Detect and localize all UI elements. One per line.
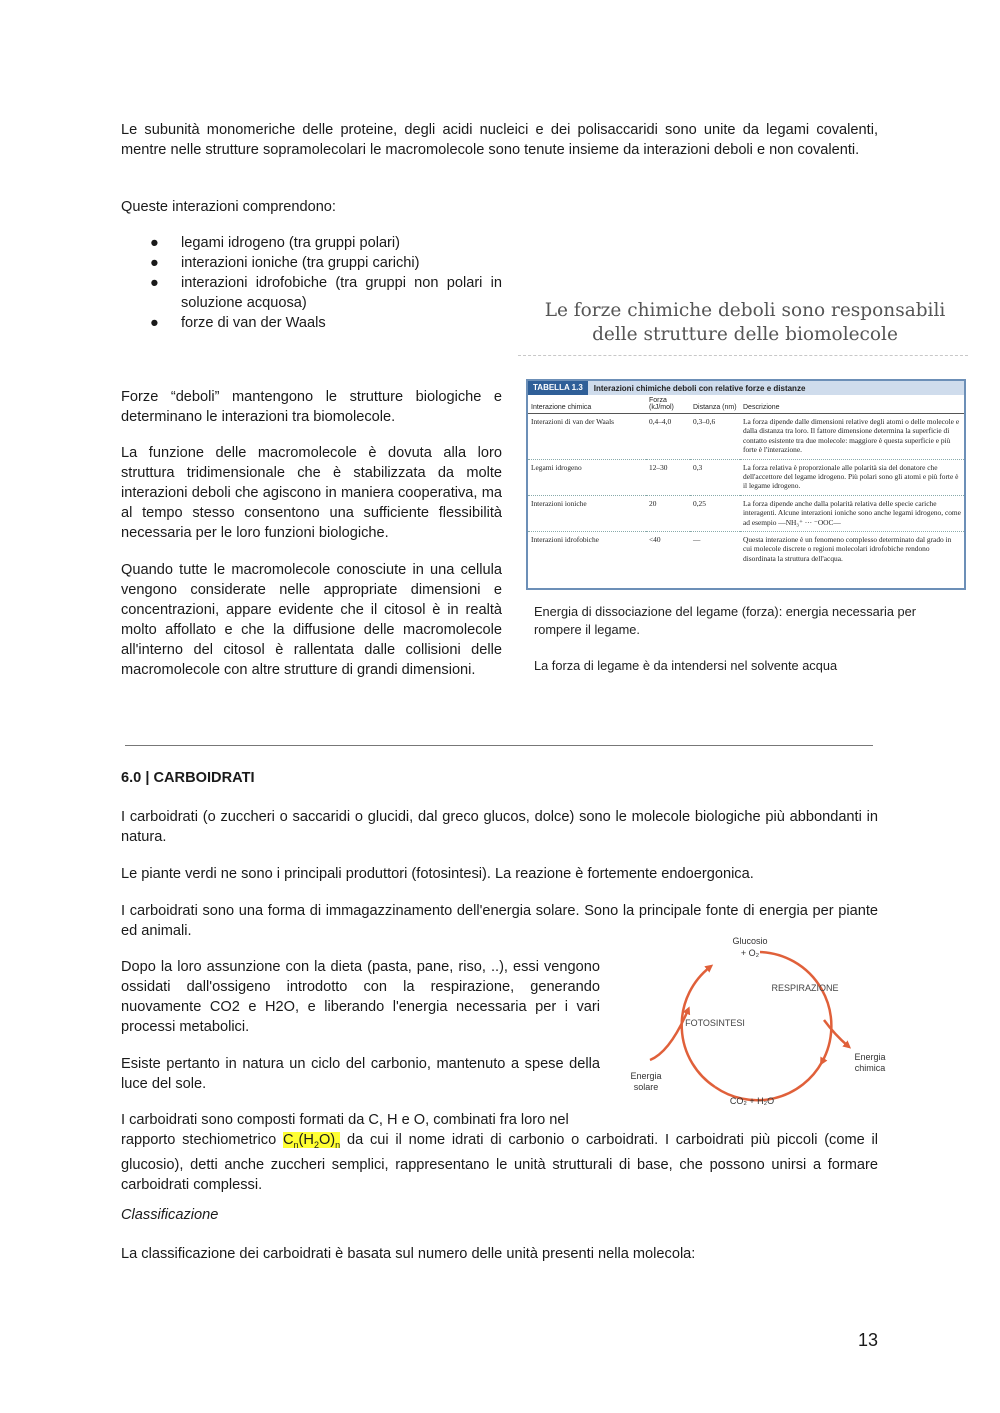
intro-paragraph-2: Queste interazioni comprendono: bbox=[121, 199, 336, 215]
respiration-arc bbox=[760, 952, 831, 1062]
table-cell: Questa interazione è un fenomeno complesso determinato dal grado in cui molecole discrete o regioni molecolari idrofobiche rendono disordinata la struttura dell'acqua. bbox=[743, 535, 952, 563]
column-header: Descrizione bbox=[740, 395, 964, 414]
interactions-list bbox=[121, 233, 502, 333]
section-paragraph-1: I carboidrati (o zuccheri o saccaridi o glucidi, dal greco glucos, dolce) sono le molecole biologiche più abbondanti in natura. bbox=[121, 809, 878, 845]
section-paragraph-7: La classificazione dei carboidrati è basata sul numero delle unità presenti nella molecola: bbox=[121, 1246, 696, 1262]
chemical-energy-label-2: chimica bbox=[854, 1063, 886, 1073]
figure-divider bbox=[518, 355, 968, 356]
column-header: Distanza (nm) bbox=[690, 395, 740, 414]
table-caption: Interazioni chimiche deboli con relative forze e distanze bbox=[593, 383, 806, 393]
figure-note-1: Energia di dissociazione del legame (forza): energia necessaria per rompere il legame. bbox=[534, 604, 916, 637]
table-cell: 0,3 bbox=[690, 459, 740, 495]
table-cell: 12–30 bbox=[646, 459, 690, 495]
photosynthesis-label: FOTOSINTESI bbox=[685, 1018, 745, 1028]
table-row bbox=[528, 459, 964, 495]
bullet-icon: ● bbox=[150, 275, 159, 291]
list-item: ● forze di van der Waals bbox=[150, 315, 326, 331]
table-cell: Interazioni ioniche bbox=[528, 495, 646, 531]
table-cell: La forza dipende anche dalla polarità relativa delle specie cariche interagenti. Alcune interazioni ioniche sono anche legami idrogeno, come ad esempio —NH₃⁺ ··· ⁻OOC— bbox=[740, 495, 964, 531]
column-header: Interazione chimica bbox=[528, 395, 646, 414]
table-cell: — bbox=[693, 535, 701, 545]
list-item: ● interazioni idrofobiche (tra gruppi non polari in soluzione acquosa) bbox=[150, 275, 502, 311]
table-cell: Interazioni di van der Waals bbox=[528, 414, 646, 460]
table-cell: Interazioni idrofobiche bbox=[531, 535, 599, 545]
classification-subheading: Classificazione bbox=[121, 1207, 219, 1223]
solar-energy-label-1: Energia bbox=[630, 1071, 662, 1081]
section-heading: 6.0 | CARBOIDRATI bbox=[121, 770, 255, 786]
solar-energy-label-2: solare bbox=[633, 1082, 659, 1092]
table-cell: La forza dipende dalle dimensioni relative degli atomi o delle molecole e dalla distanza tra loro. Il fattore dimensione determina la superficie di contatto esistente tra due molecole: maggiore è questa superficie e più forte è l'interazione. bbox=[740, 414, 964, 460]
bullet-icon: ● bbox=[150, 315, 159, 331]
intro-paragraph-1: Le subunità monomeriche delle proteine, degli acidi nucleici e dei polisaccaridi sono unite da legami covalenti, mentre nelle strutture sopramolecolari le macromolecole sono tenute insieme da interazioni deboli e non covalenti. bbox=[121, 122, 878, 158]
section-paragraph-5: Esiste pertanto in natura un ciclo del carbonio, mantenuto a spese della luce del sole. bbox=[121, 1056, 600, 1092]
figure-note-2: La forza di legame è da intendersi nel solvente acqua bbox=[534, 658, 838, 673]
table-cell: 0,4–4,0 bbox=[646, 414, 690, 460]
weak-interactions-table bbox=[526, 379, 966, 590]
chemical-energy-arrow bbox=[824, 1020, 848, 1046]
table-tag: TABELLA 1.3 bbox=[528, 381, 588, 395]
intro-paragraph-5: Quando tutte le macromolecole conosciute in una cellula vengono considerate nelle appropriate dimensioni e concentrazioni, appare evidente che il citosol è in realtà molto affollato e che la diffusione delle macromolecole all'interno del citosol è rallentata dalle collisioni delle macromolecole con altre strutture di grandi dimensioni. bbox=[121, 562, 502, 678]
table-row bbox=[528, 532, 964, 568]
bullet-icon: ● bbox=[150, 255, 159, 271]
page-number: 13 bbox=[857, 1330, 878, 1350]
section-paragraph-4: Dopo la loro assunzione con la dieta (pasta, pane, riso, ..), essi vengono ossidati dall'ossigeno introdotto con la respirazione, generando nuovamente CO2 e H2O, e liberando l'energia necessaria per i vari processi metabolici. bbox=[121, 959, 600, 1035]
table bbox=[528, 395, 964, 567]
table-cell: La forza relativa è proporzionale alle polarità sia del donatore che dell'accettore del legame idrogeno. Più polari sono gli atomi e più forte è il legame idrogeno. bbox=[740, 459, 964, 495]
intro-paragraph-4: La funzione delle macromolecole è dovuta alla loro struttura tridimensionale che è stabilizzata da molte interazioni deboli che agiscono in maniera cooperativa, ma al tempo stesso consentono una sufficiente flessibilità necessaria per le loro funzioni biologiche. bbox=[121, 445, 502, 541]
list-item: ● interazioni ioniche (tra gruppi carichi) bbox=[150, 255, 420, 271]
figure-title: Le forze chimiche deboli sono responsabili delle strutture delle biomolecole bbox=[544, 300, 946, 345]
table-cell: 0,3–0,6 bbox=[690, 414, 740, 460]
respiration-label: RESPIRAZIONE bbox=[771, 983, 839, 993]
table-cell: 20 bbox=[646, 495, 690, 531]
section-paragraph-2: Le piante verdi ne sono i principali produttori (fotosintesi). La reazione è fortemente endoergonica. bbox=[121, 866, 754, 882]
section-paragraph-6: I carboidrati sono composti formati da C, H e O, combinati fra loro nel rapporto stechiometrico $C_n(H_2O)_n$ da cui il nome idrati di carbonio o carboidrati. I carboidrati più piccoli (come il glucosio), detti anche zuccheri semplici, rappresentano le unità strutturali di base, che possono unirsi a formare carboidrati complessi. bbox=[121, 1112, 878, 1193]
table-row bbox=[528, 414, 964, 460]
table-cell: Legami idrogeno bbox=[528, 459, 646, 495]
table-header-row bbox=[528, 395, 964, 414]
bottom-arc bbox=[715, 1062, 822, 1100]
bullet-icon: ● bbox=[150, 235, 159, 251]
table-cell: 0,25 bbox=[690, 495, 740, 531]
oxygen-label: + O₂ bbox=[740, 948, 760, 958]
highlighted-formula: $C_n(H_2O)_n$ bbox=[282, 1132, 341, 1150]
chemical-energy-label-1: Energia bbox=[854, 1052, 886, 1062]
section-paragraph-3: I carboidrati sono una forma di immagazzinamento dell'energia solare. Sono la principale fonte di energia per piante ed animali. bbox=[121, 903, 878, 939]
table-header-bar bbox=[528, 381, 964, 395]
intro-paragraph-3: Forze “deboli” mantengono le strutture biologiche e determinano le interazioni tra biomolecole. bbox=[121, 389, 502, 425]
section-divider bbox=[125, 745, 873, 746]
glucose-label: Glucosio bbox=[732, 936, 768, 946]
table-cell: <40 bbox=[649, 535, 661, 545]
table-row bbox=[528, 495, 964, 531]
list-item: ● legami idrogeno (tra gruppi polari) bbox=[150, 235, 401, 251]
carbon-cycle-diagram bbox=[610, 930, 900, 1110]
column-header: Forza (kJ/mol) bbox=[646, 395, 690, 414]
co2-water-label: CO₂ + H₂O bbox=[729, 1096, 775, 1106]
